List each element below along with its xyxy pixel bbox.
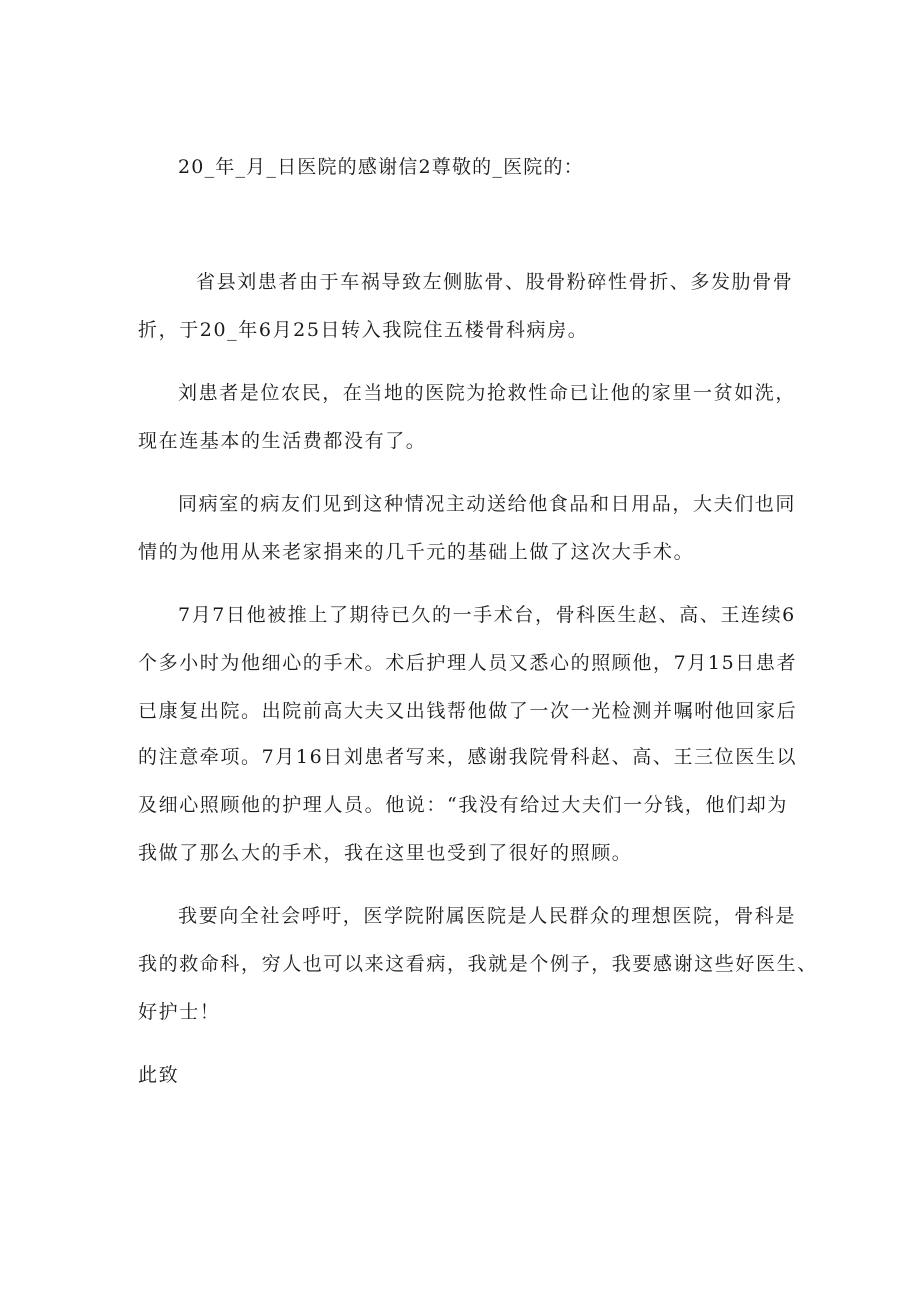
- paragraph-2-line-1: 刘患者是位农民，在当地的医院为抢救性命已让他的家里一贫如洗，: [178, 382, 797, 404]
- letter-closing: 此致: [138, 1064, 180, 1086]
- paragraph-4-line-3: 已康复出院。出院前高大夫又出钱帮他做了一次一光检测并嘱咐他回家后: [138, 700, 798, 722]
- paragraph-1-line-2: 折，于20_年6月25日转入我院住五楼骨科病房。: [138, 319, 589, 341]
- paragraph-3-line-2: 情的为他用从来老家捐来的几千元的基础上做了这次大手术。: [138, 541, 695, 563]
- paragraph-4-line-2: 个多小时为他细心的手术。术后护理人员又悉心的照顾他，7月15日患者: [138, 652, 798, 674]
- paragraph-2-line-2: 现在连基本的生活费都没有了。: [138, 430, 427, 452]
- paragraph-4-line-4: 的注意牵项。7月16日刘患者写来，感谢我院骨科赵、高、王三位医生以: [138, 746, 798, 768]
- paragraph-5-line-1: 我要向全社会呼吁，医学院附属医院是人民群众的理想医院，骨科是: [178, 905, 797, 927]
- paragraph-3-line-1: 同病室的病友们见到这种情况主动送给他食品和日用品，大夫们也同: [178, 493, 797, 515]
- paragraph-1-line-1: 省县刘患者由于车祸导致左侧肱骨、股骨粉碎性骨折、多发肋骨骨: [196, 271, 794, 293]
- paragraph-5-line-3: 好护士！: [138, 1001, 221, 1023]
- paragraph-4-line-5: 及细心照顾他的护理人员。他说：“我没有给过大夫们一分钱，他们却为: [138, 794, 788, 816]
- paragraph-4-line-6: 我做了那么大的手术，我在这里也受到了很好的照顾。: [138, 842, 633, 864]
- paragraph-5-line-2: 我的救命科，穷人也可以来这看病，我就是个例子，我要感谢这些好医生、: [138, 953, 818, 975]
- paragraph-4-line-1: 7月7日他被推上了期待已久的一手术台，骨科医生赵、高、王连续6: [178, 604, 796, 626]
- letter-title: 20_年_月_日医院的感谢信2尊敬的_医院的：: [178, 156, 584, 178]
